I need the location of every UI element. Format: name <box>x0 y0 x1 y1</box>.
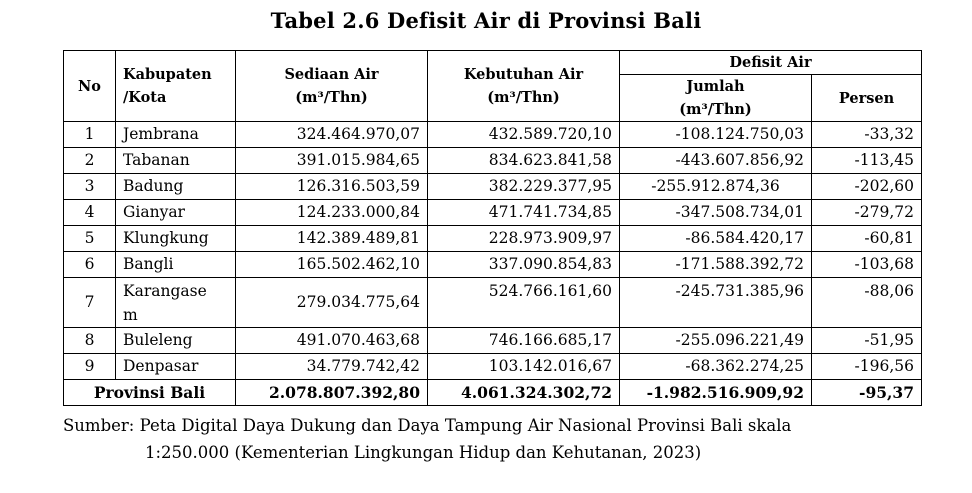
cell-jumlah: -347.508.734,01 <box>620 200 812 226</box>
table-title: Tabel 2.6 Defisit Air di Provinsi Bali <box>270 8 702 33</box>
cell-name: Buleleng <box>116 328 236 354</box>
cell-kebutuhan: 103.142.016,67 <box>428 354 620 380</box>
cell-persen: -196,56 <box>812 354 922 380</box>
cell-no: 9 <box>64 354 116 380</box>
source-line1: Sumber: Peta Digital Daya Dukung dan Daya Tampung Air Nasional Provinsi Bali skala <box>63 416 792 435</box>
table-row <box>64 278 922 328</box>
total-jumlah: -1.982.516.909,92 <box>620 380 812 406</box>
cell-name: Klungkung <box>116 226 236 252</box>
total-row <box>64 380 922 406</box>
cell-no: 3 <box>64 174 116 200</box>
header-sediaan-line1: Sediaan Air <box>284 66 379 83</box>
cell-kebutuhan: 382.229.377,95 <box>428 174 620 200</box>
cell-no: 6 <box>64 252 116 278</box>
cell-kebutuhan: 524.766.161,60 <box>428 278 620 328</box>
cell-no: 8 <box>64 328 116 354</box>
cell-sediaan: 491.070.463,68 <box>236 328 428 354</box>
cell-jumlah: -255.912.874,36 <box>620 174 812 200</box>
cell-persen: -60,81 <box>812 226 922 252</box>
cell-sediaan: 279.034.775,64 <box>236 278 428 328</box>
cell-no: 4 <box>64 200 116 226</box>
cell-kebutuhan: 834.623.841,58 <box>428 148 620 174</box>
table-row <box>64 354 922 380</box>
cell-name: Bangli <box>116 252 236 278</box>
cell-name: Tabanan <box>116 148 236 174</box>
cell-sediaan: 124.233.000,84 <box>236 200 428 226</box>
cell-kebutuhan: 432.589.720,10 <box>428 122 620 148</box>
cell-jumlah: -255.096.221,49 <box>620 328 812 354</box>
cell-no: 2 <box>64 148 116 174</box>
cell-jumlah: -171.588.392,72 <box>620 252 812 278</box>
cell-persen: -33,32 <box>812 122 922 148</box>
table-row <box>64 252 922 278</box>
cell-jumlah: -443.607.856,92 <box>620 148 812 174</box>
header-defisit: Defisit Air <box>620 51 922 75</box>
header-kabupaten-line1: Kabupaten <box>123 66 212 83</box>
cell-no: 7 <box>64 278 116 328</box>
header-sediaan <box>236 51 428 122</box>
table-row <box>64 200 922 226</box>
total-persen: -95,37 <box>812 380 922 406</box>
header-kabupaten <box>116 51 236 122</box>
cell-kebutuhan: 228.973.909,97 <box>428 226 620 252</box>
table-row <box>64 328 922 354</box>
cell-kebutuhan: 471.741.734,85 <box>428 200 620 226</box>
cell-name: Jembrana <box>116 122 236 148</box>
table-row <box>64 226 922 252</box>
cell-name: Gianyar <box>116 200 236 226</box>
cell-sediaan: 391.015.984,65 <box>236 148 428 174</box>
cell-kebutuhan: 746.166.685,17 <box>428 328 620 354</box>
cell-jumlah: -245.731.385,96 <box>620 278 812 328</box>
total-sediaan: 2.078.807.392,80 <box>236 380 428 406</box>
source-line2: 1:250.000 (Kementerian Lingkungan Hidup dan Kehutanan, 2023) <box>145 443 702 462</box>
header-kebutuhan-line1: Kebutuhan Air <box>463 66 584 83</box>
cell-jumlah: -108.124.750,03 <box>620 122 812 148</box>
table-row <box>64 122 922 148</box>
cell-persen: -202,60 <box>812 174 922 200</box>
header-kebutuhan-line2: (m³/Thn) <box>487 89 560 106</box>
header-sediaan-line2: (m³/Thn) <box>295 89 368 106</box>
cell-name: Badung <box>116 174 236 200</box>
cell-persen: -103,68 <box>812 252 922 278</box>
cell-sediaan: 126.316.503,59 <box>236 174 428 200</box>
header-jumlah-line2: (m³/Thn) <box>679 101 752 118</box>
cell-kebutuhan: 337.090.854,83 <box>428 252 620 278</box>
total-label: Provinsi Bali <box>64 380 236 406</box>
cell-persen: -113,45 <box>812 148 922 174</box>
cell-no: 1 <box>64 122 116 148</box>
table-row <box>64 148 922 174</box>
cell-sediaan: 142.389.489,81 <box>236 226 428 252</box>
cell-name-line2: m <box>123 305 138 324</box>
cell-name: Denpasar <box>116 354 236 380</box>
cell-no: 5 <box>64 226 116 252</box>
header-kabupaten-line2: /Kota <box>123 89 167 106</box>
cell-sediaan: 165.502.462,10 <box>236 252 428 278</box>
cell-persen: -279,72 <box>812 200 922 226</box>
header-kebutuhan <box>428 51 620 122</box>
cell-sediaan: 324.464.970,07 <box>236 122 428 148</box>
cell-jumlah: -68.362.274,25 <box>620 354 812 380</box>
header-persen: Persen <box>812 75 922 122</box>
cell-persen: -51,95 <box>812 328 922 354</box>
source-note <box>63 412 923 466</box>
cell-persen: -88,06 <box>812 278 922 328</box>
cell-name <box>116 278 236 328</box>
cell-sediaan: 34.779.742,42 <box>236 354 428 380</box>
header-no: No <box>64 51 116 122</box>
cell-name-line1: Karangase <box>123 281 207 300</box>
header-jumlah-line1: Jumlah <box>686 78 745 95</box>
header-row-1 <box>64 51 922 75</box>
cell-jumlah: -86.584.420,17 <box>620 226 812 252</box>
total-kebutuhan: 4.061.324.302,72 <box>428 380 620 406</box>
header-jumlah <box>620 75 812 122</box>
water-deficit-table <box>63 50 922 406</box>
table-row <box>64 174 922 200</box>
